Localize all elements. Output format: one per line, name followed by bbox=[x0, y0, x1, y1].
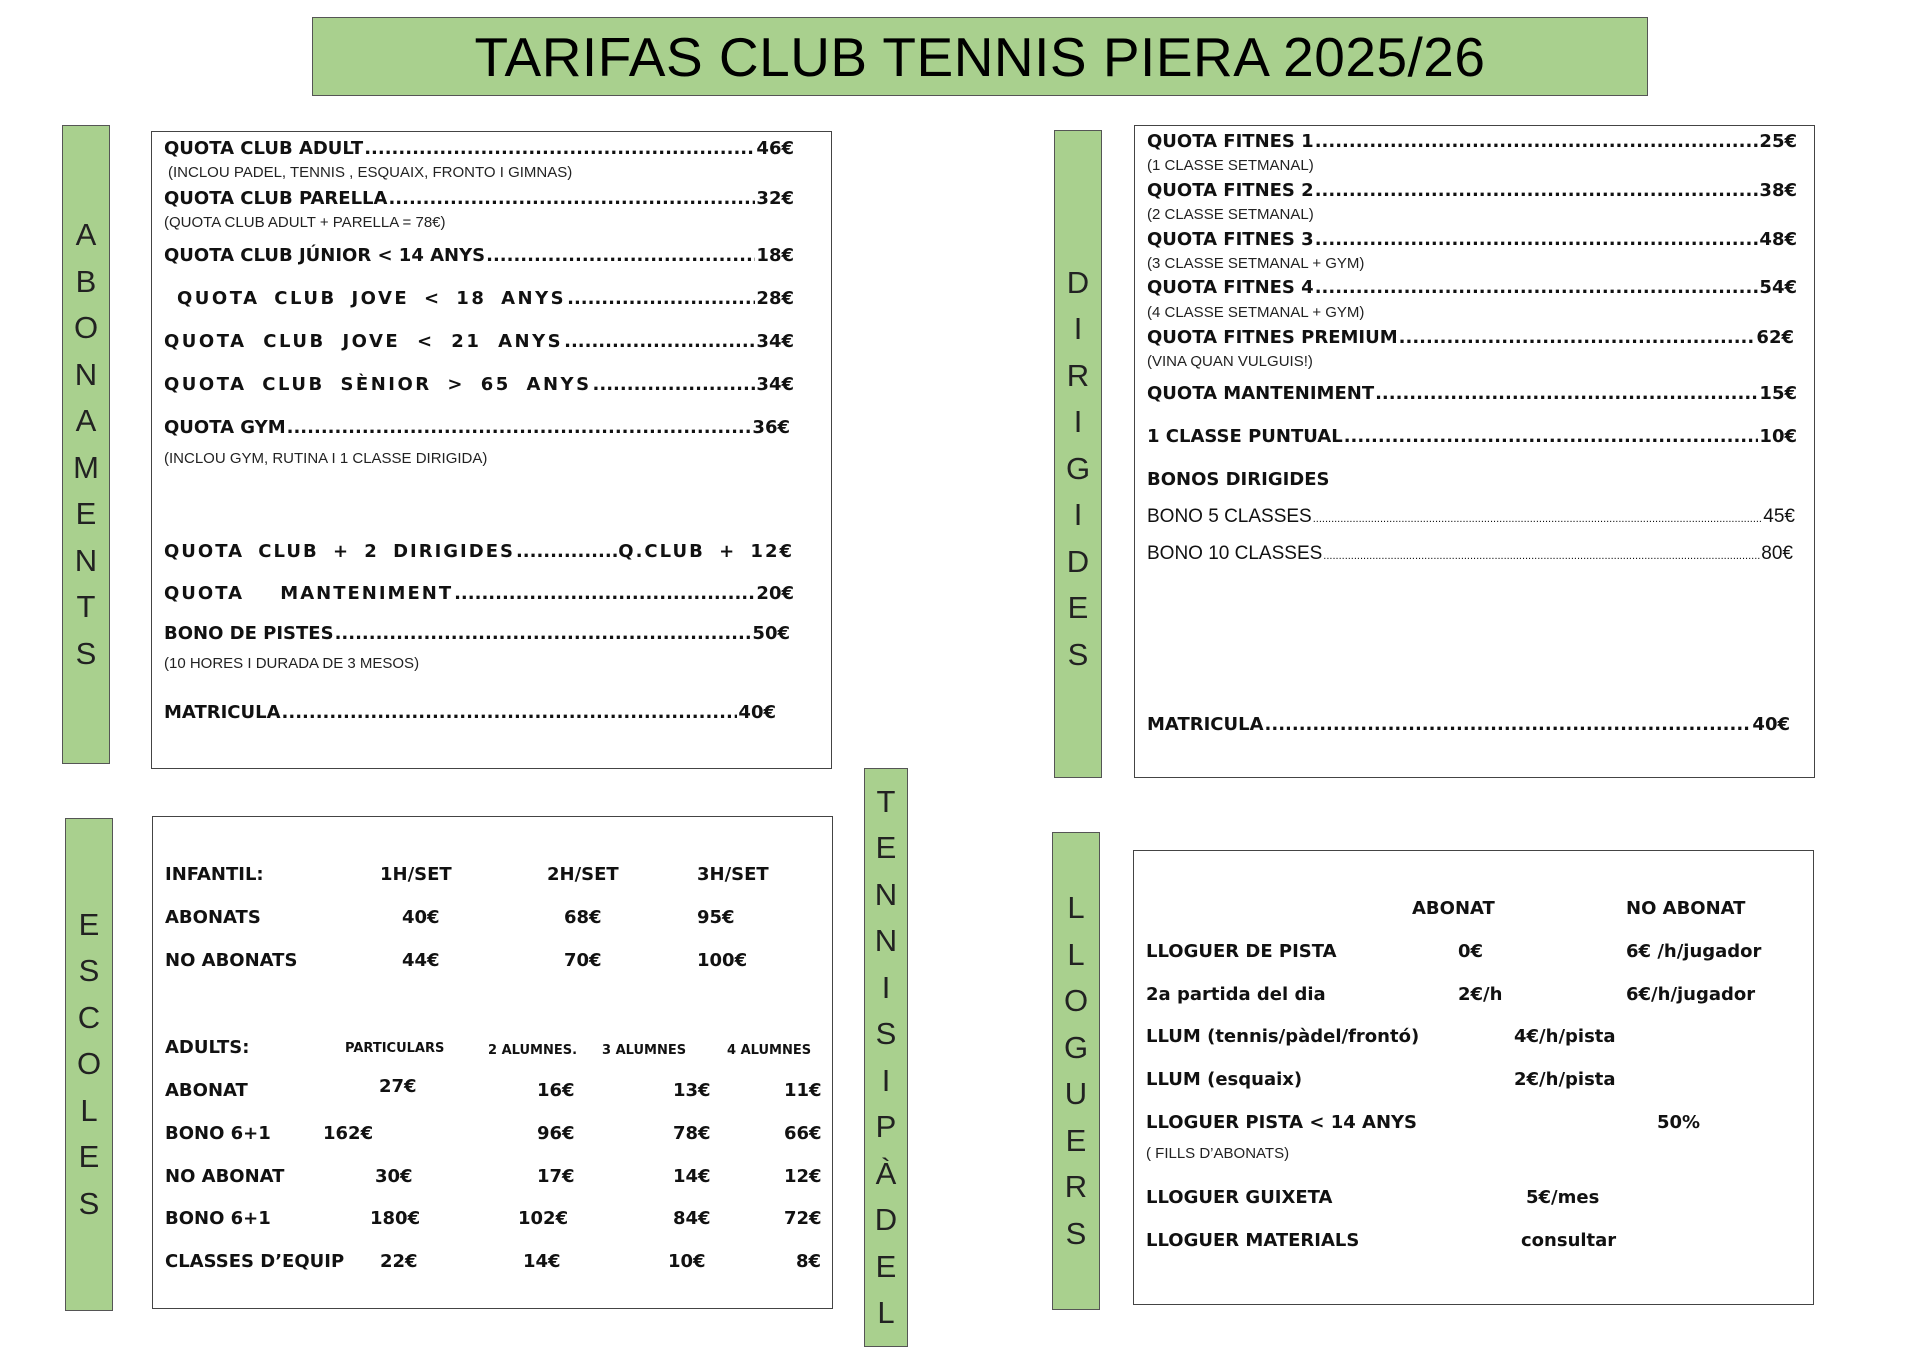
adults-cell: 16€ bbox=[537, 1080, 575, 1101]
dirigides-box bbox=[1134, 125, 1815, 778]
label-letter: L bbox=[1067, 890, 1085, 925]
adults-cell: 102€ bbox=[518, 1208, 569, 1229]
label-letter: S bbox=[78, 1185, 100, 1221]
lloguer-partida-no-abonat: 6€/h/jugador bbox=[1626, 984, 1756, 1005]
label-letter: A bbox=[75, 403, 97, 438]
dirigides-matricula: MATRICULA ..... 40€ bbox=[1147, 714, 1790, 735]
adults-col-2: 2 ALUMNES. bbox=[488, 1043, 578, 1058]
lloguers-col-no-abonat: NO ABONAT bbox=[1626, 898, 1746, 919]
label-letter: L bbox=[80, 1092, 98, 1128]
adults-cell: 10€ bbox=[668, 1251, 706, 1272]
label-letter: T bbox=[76, 589, 96, 624]
lloguer-guixeta-value: 5€/mes bbox=[1526, 1187, 1600, 1208]
label-letter: N bbox=[874, 923, 898, 958]
lloguer-llum-label: LLUM (tennis/pàdel/frontó) bbox=[1146, 1026, 1420, 1047]
label-letter: E bbox=[78, 1139, 100, 1175]
label-letter: I bbox=[1073, 404, 1083, 440]
lloguer-materials-value: consultar bbox=[1521, 1230, 1617, 1251]
abonament-quota-gym-note: (INCLOU GYM, RUTINA I 1 CLASSE DIRIGIDA) bbox=[164, 450, 488, 467]
infantil-cell: 95€ bbox=[697, 907, 735, 928]
dirigides-fitnes2-note: (2 CLASSE SETMANAL) bbox=[1147, 206, 1314, 223]
abonament-quota-junior: QUOTA CLUB JÚNIOR < 14 ANYS ..... 18€ bbox=[164, 245, 794, 266]
abonament-quota-senior: QUOTA CLUB SÈNIOR > 65 ANYS ..... 34€ bbox=[164, 374, 794, 395]
dirigides-manteniment: QUOTA MANTENIMENT ..... 15€ bbox=[1147, 383, 1797, 404]
adults-cell: 17€ bbox=[537, 1166, 575, 1187]
dirigides-fitnes1-note: (1 CLASSE SETMANAL) bbox=[1147, 157, 1314, 174]
adults-col-1: PARTICULARS bbox=[345, 1041, 445, 1056]
dirigides-fitnes3-note: (3 CLASSE SETMANAL + GYM) bbox=[1147, 255, 1365, 272]
adults-cell: 13€ bbox=[673, 1080, 711, 1101]
lloguer-pista-jove-note: ( FILLS D’ABONATS) bbox=[1146, 1145, 1290, 1162]
abonaments-box bbox=[151, 131, 832, 769]
label-letter: L bbox=[877, 1295, 895, 1330]
label-letter: I bbox=[881, 1062, 891, 1098]
lloguer-pista-abonat: 0€ bbox=[1458, 941, 1484, 962]
dirigides-fitnes4: QUOTA FITNES 4 ..... 54€ bbox=[1147, 277, 1797, 298]
infantil-cell: 68€ bbox=[564, 907, 602, 928]
infantil-col-2: 2H/SET bbox=[547, 864, 619, 885]
abonament-quota-jove21: QUOTA CLUB JOVE < 21 ANYS ..... 34€ bbox=[164, 331, 794, 352]
infantil-cell: 44€ bbox=[402, 950, 440, 971]
adults-row-label: BONO 6+1 bbox=[165, 1208, 271, 1229]
label-letter: M bbox=[73, 449, 99, 485]
label-letter: E bbox=[875, 830, 897, 865]
label-letter: O bbox=[73, 310, 99, 345]
adults-cell: 14€ bbox=[523, 1251, 561, 1272]
adults-cell: 11€ bbox=[784, 1080, 822, 1101]
label-letter: S bbox=[1065, 1215, 1087, 1251]
adults-cell: 22€ bbox=[380, 1251, 418, 1272]
infantil-cell: 40€ bbox=[402, 907, 440, 928]
dirigides-premium-note: (VINA QUAN VULGUIS!) bbox=[1147, 353, 1313, 370]
label-letter: N bbox=[74, 542, 98, 578]
adults-heading: ADULTS: bbox=[165, 1037, 250, 1058]
page-title: TARIFAS CLUB TENNIS PIERA 2025/26 bbox=[312, 17, 1648, 96]
abonament-quota-gym: QUOTA GYM ..... 36€ bbox=[164, 417, 790, 438]
abonament-matricula: MATRICULA ..... 40€ bbox=[164, 702, 776, 723]
lloguer-pista-label: LLOGUER DE PISTA bbox=[1146, 941, 1337, 962]
lloguer-pista-jove-value: 50% bbox=[1657, 1112, 1701, 1133]
lloguer-llum-esquaix-value: 2€/h/pista bbox=[1514, 1069, 1616, 1090]
abonament-bono-pistes-note: (10 HORES I DURADA DE 3 MESOS) bbox=[164, 655, 420, 672]
label-letter: N bbox=[74, 356, 98, 392]
label-letter: E bbox=[1065, 1122, 1087, 1158]
abonament-quota-parella-note: (QUOTA CLUB ADULT + PARELLA = 78€) bbox=[164, 214, 446, 231]
adults-col-4: 4 ALUMNES bbox=[727, 1043, 812, 1058]
dirigides-label bbox=[1054, 130, 1102, 778]
label-letter: E bbox=[75, 496, 97, 531]
label-letter: B bbox=[75, 263, 97, 299]
dirigides-fitnes2: QUOTA FITNES 2 ..... 38€ bbox=[1147, 180, 1797, 201]
label-letter: S bbox=[75, 635, 97, 671]
label-letter: I bbox=[881, 969, 891, 1005]
label-letter: P bbox=[875, 1109, 897, 1144]
abonament-quota-adult: QUOTA CLUB ADULT ..... 46€ bbox=[164, 138, 794, 159]
lloguer-materials-label: LLOGUER MATERIALS bbox=[1146, 1230, 1360, 1251]
label-letter: I bbox=[1073, 497, 1083, 533]
adults-cell: 14€ bbox=[673, 1166, 711, 1187]
label-letter: D bbox=[1066, 543, 1090, 579]
adults-cell: 84€ bbox=[673, 1208, 711, 1229]
abonaments-label bbox=[62, 125, 110, 764]
lloguers-box bbox=[1133, 850, 1814, 1305]
abonament-bono-pistes: BONO DE PISTES ..... 50€ bbox=[164, 623, 790, 644]
adults-row-label: NO ABONAT bbox=[165, 1166, 285, 1187]
abonament-quota-jove18: QUOTA CLUB JOVE < 18 ANYS ..... 28€ bbox=[177, 288, 794, 309]
label-letter: T bbox=[876, 783, 896, 819]
abonament-quota-parella: QUOTA CLUB PARELLA ..... 32€ bbox=[164, 188, 794, 209]
lloguer-llum-esquaix-label: LLUM (esquaix) bbox=[1146, 1069, 1303, 1090]
adults-cell: 8€ bbox=[796, 1251, 822, 1272]
lloguer-pista-no-abonat: 6€ /h/jugador bbox=[1626, 941, 1762, 962]
tennis-padel-label bbox=[864, 768, 908, 1347]
lloguers-col-abonat: ABONAT bbox=[1412, 898, 1495, 919]
label-letter: R bbox=[1066, 357, 1090, 393]
adults-cell: 12€ bbox=[784, 1166, 822, 1187]
infantil-row-label: NO ABONATS bbox=[165, 950, 298, 971]
lloguer-guixeta-label: LLOGUER GUIXETA bbox=[1146, 1187, 1333, 1208]
dirigides-bono5: BONO 5 CLASSES ..... 45€ bbox=[1147, 506, 1795, 528]
label-letter: S bbox=[78, 953, 100, 989]
adults-cell: 72€ bbox=[784, 1208, 822, 1229]
adults-row-label: BONO 6+1 bbox=[165, 1123, 271, 1144]
infantil-cell: 70€ bbox=[564, 950, 602, 971]
label-letter: N bbox=[874, 876, 898, 912]
dirigides-premium: QUOTA FITNES PREMIUM ..... 62€ bbox=[1147, 327, 1794, 348]
lloguer-partida-label: 2a partida del dia bbox=[1146, 984, 1326, 1005]
label-letter: G bbox=[1065, 450, 1091, 486]
adults-row-label: ABONAT bbox=[165, 1080, 248, 1101]
label-letter: A bbox=[75, 217, 97, 252]
dirigides-fitnes3: QUOTA FITNES 3 ..... 48€ bbox=[1147, 229, 1797, 250]
label-letter: E bbox=[1067, 590, 1089, 626]
label-letter: I bbox=[1073, 311, 1083, 347]
adults-cell: 30€ bbox=[375, 1166, 413, 1187]
adults-row-label: CLASSES D’EQUIP bbox=[165, 1251, 345, 1272]
label-letter: D bbox=[1066, 264, 1090, 300]
label-letter: S bbox=[1067, 636, 1089, 672]
escoles-label bbox=[65, 818, 113, 1311]
abonament-quota-manteniment: QUOTA MANTENIMENT ..... 20€ bbox=[164, 583, 794, 604]
label-letter: À bbox=[875, 1155, 897, 1191]
label-letter: E bbox=[78, 906, 100, 942]
label-letter: R bbox=[1064, 1169, 1088, 1204]
label-letter: O bbox=[1063, 983, 1089, 1018]
adults-cell: 78€ bbox=[673, 1123, 711, 1144]
infantil-heading: INFANTIL: bbox=[165, 864, 264, 885]
dirigides-bonos-heading: BONOS DIRIGIDES bbox=[1147, 469, 1330, 490]
escoles-box bbox=[152, 816, 833, 1309]
label-letter: C bbox=[77, 999, 101, 1035]
lloguers-label bbox=[1052, 832, 1100, 1310]
lloguer-partida-abonat: 2€/h bbox=[1458, 984, 1503, 1005]
label-letter: E bbox=[875, 1248, 897, 1284]
infantil-cell: 100€ bbox=[697, 950, 748, 971]
abonament-quota-club-dirigides: QUOTA CLUB + 2 DIRIGIDES ..... Q.CLUB + 12€ bbox=[164, 541, 794, 562]
abonament-quota-adult-note: (INCLOU PADEL, TENNIS , ESQUAIX, FRONTO I GIMNAS) bbox=[168, 164, 573, 181]
label-letter: U bbox=[1064, 1076, 1088, 1111]
dirigides-bono10: BONO 10 CLASSES ..... 80€ bbox=[1147, 543, 1793, 565]
label-letter: G bbox=[1063, 1029, 1089, 1065]
adults-cell: 27€ bbox=[379, 1076, 417, 1097]
label-letter: O bbox=[76, 1046, 102, 1082]
dirigides-fitnes4-note: (4 CLASSE SETMANAL + GYM) bbox=[1147, 304, 1365, 321]
infantil-row-label: ABONATS bbox=[165, 907, 261, 928]
adults-cell: 162€ bbox=[323, 1123, 374, 1144]
infantil-col-1: 1H/SET bbox=[380, 864, 452, 885]
lloguer-llum-value: 4€/h/pista bbox=[1514, 1026, 1616, 1047]
dirigides-fitnes1: QUOTA FITNES 1 ..... 25€ bbox=[1147, 131, 1797, 152]
adults-cell: 96€ bbox=[537, 1123, 575, 1144]
label-letter: S bbox=[875, 1016, 897, 1051]
adults-cell: 180€ bbox=[370, 1208, 421, 1229]
infantil-col-3: 3H/SET bbox=[697, 864, 769, 885]
dirigides-puntual: 1 CLASSE PUNTUAL ..... 10€ bbox=[1147, 426, 1797, 447]
label-letter: D bbox=[874, 1202, 898, 1237]
adults-col-3: 3 ALUMNES bbox=[602, 1043, 687, 1058]
label-letter: L bbox=[1067, 936, 1085, 972]
lloguer-pista-jove-label: LLOGUER PISTA < 14 ANYS bbox=[1146, 1112, 1418, 1133]
adults-cell: 66€ bbox=[784, 1123, 822, 1144]
